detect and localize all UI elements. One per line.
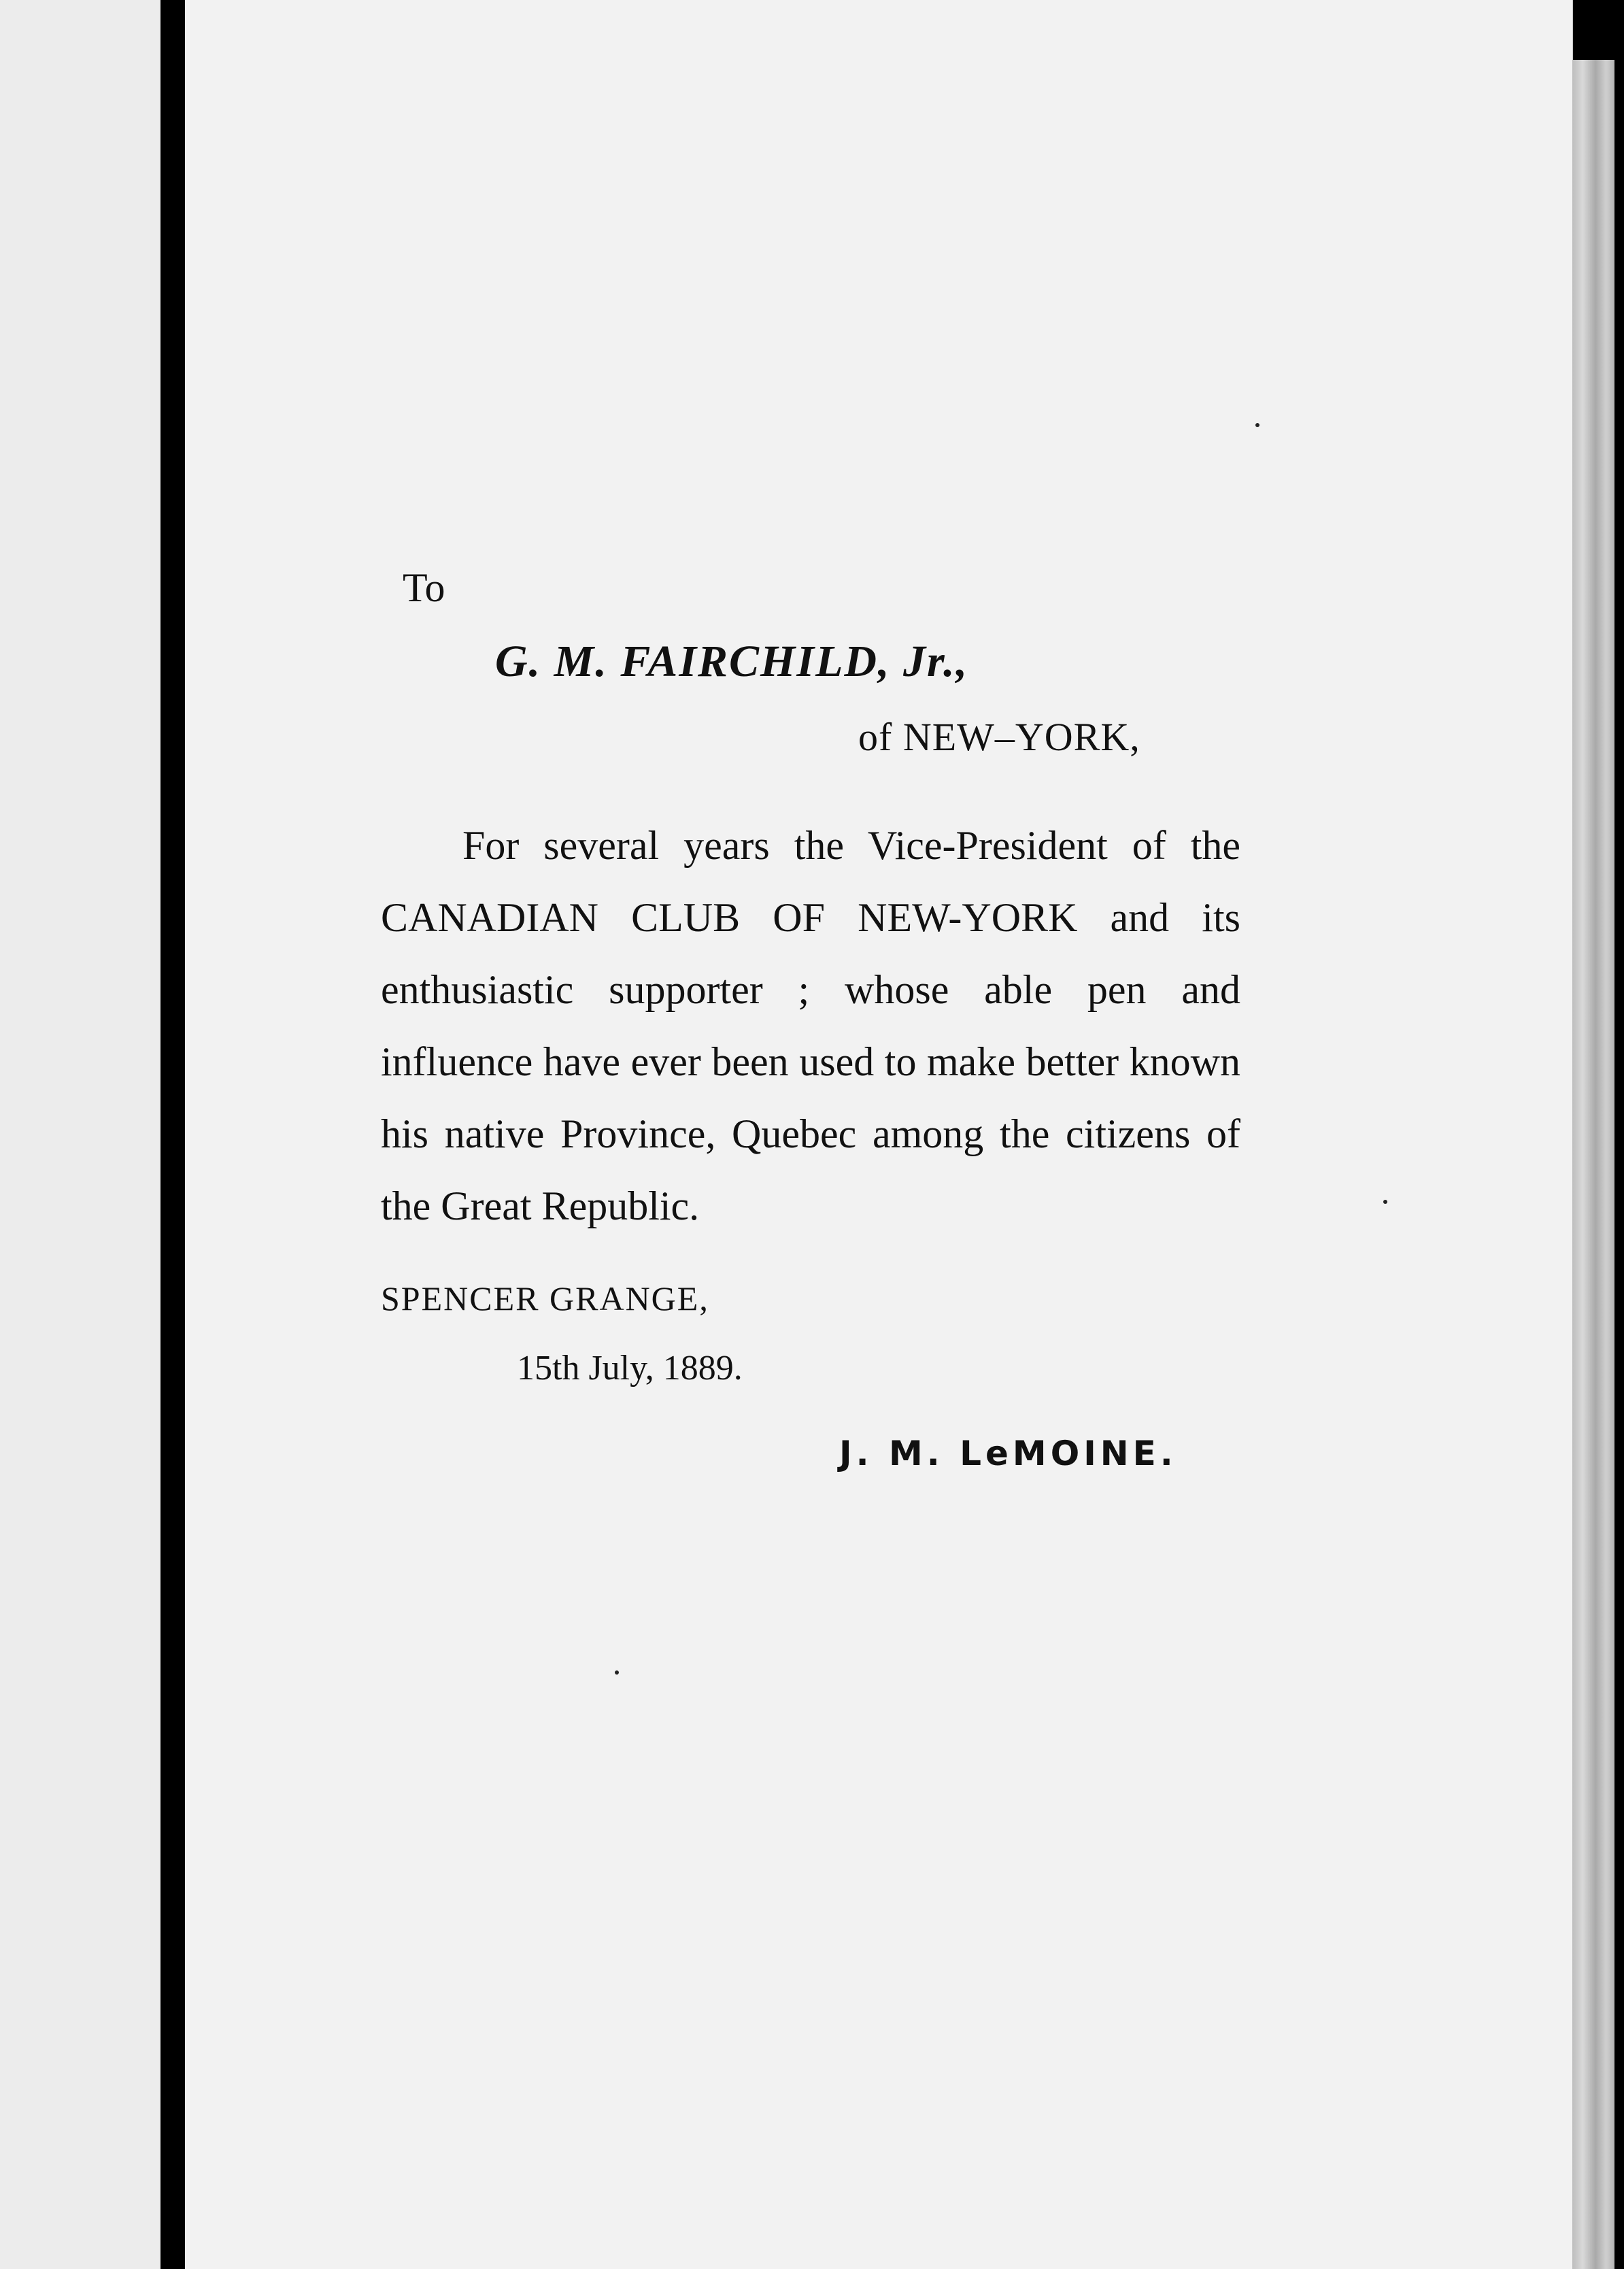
facing-page	[0, 0, 160, 2269]
recipient-name: G. M. FAIRCHILD, Jr.,	[495, 637, 969, 686]
page-edge-stack	[1572, 60, 1614, 2269]
print-speck	[1383, 1200, 1387, 1204]
dedication-body	[381, 809, 1240, 1242]
print-speck	[1255, 423, 1259, 427]
recipient-place: of NEW–YORK,	[858, 715, 1140, 759]
print-speck	[615, 1670, 619, 1675]
dedication-location: SPENCER GRANGE,	[381, 1279, 709, 1317]
dedication-date: 15th July, 1889.	[517, 1349, 743, 1388]
author-signature: J. M. LeMOINE.	[839, 1434, 1177, 1473]
dedication-paragraph: For several years the Vice-President of the CANADIAN CLUB OF NEW-YORK and its enthusiastic supporter ; whose able pen and influence have ever been used to make better known his native Province, Quebec among the citizens of the Great Republic.	[381, 823, 1240, 1228]
salutation: To	[403, 565, 445, 610]
